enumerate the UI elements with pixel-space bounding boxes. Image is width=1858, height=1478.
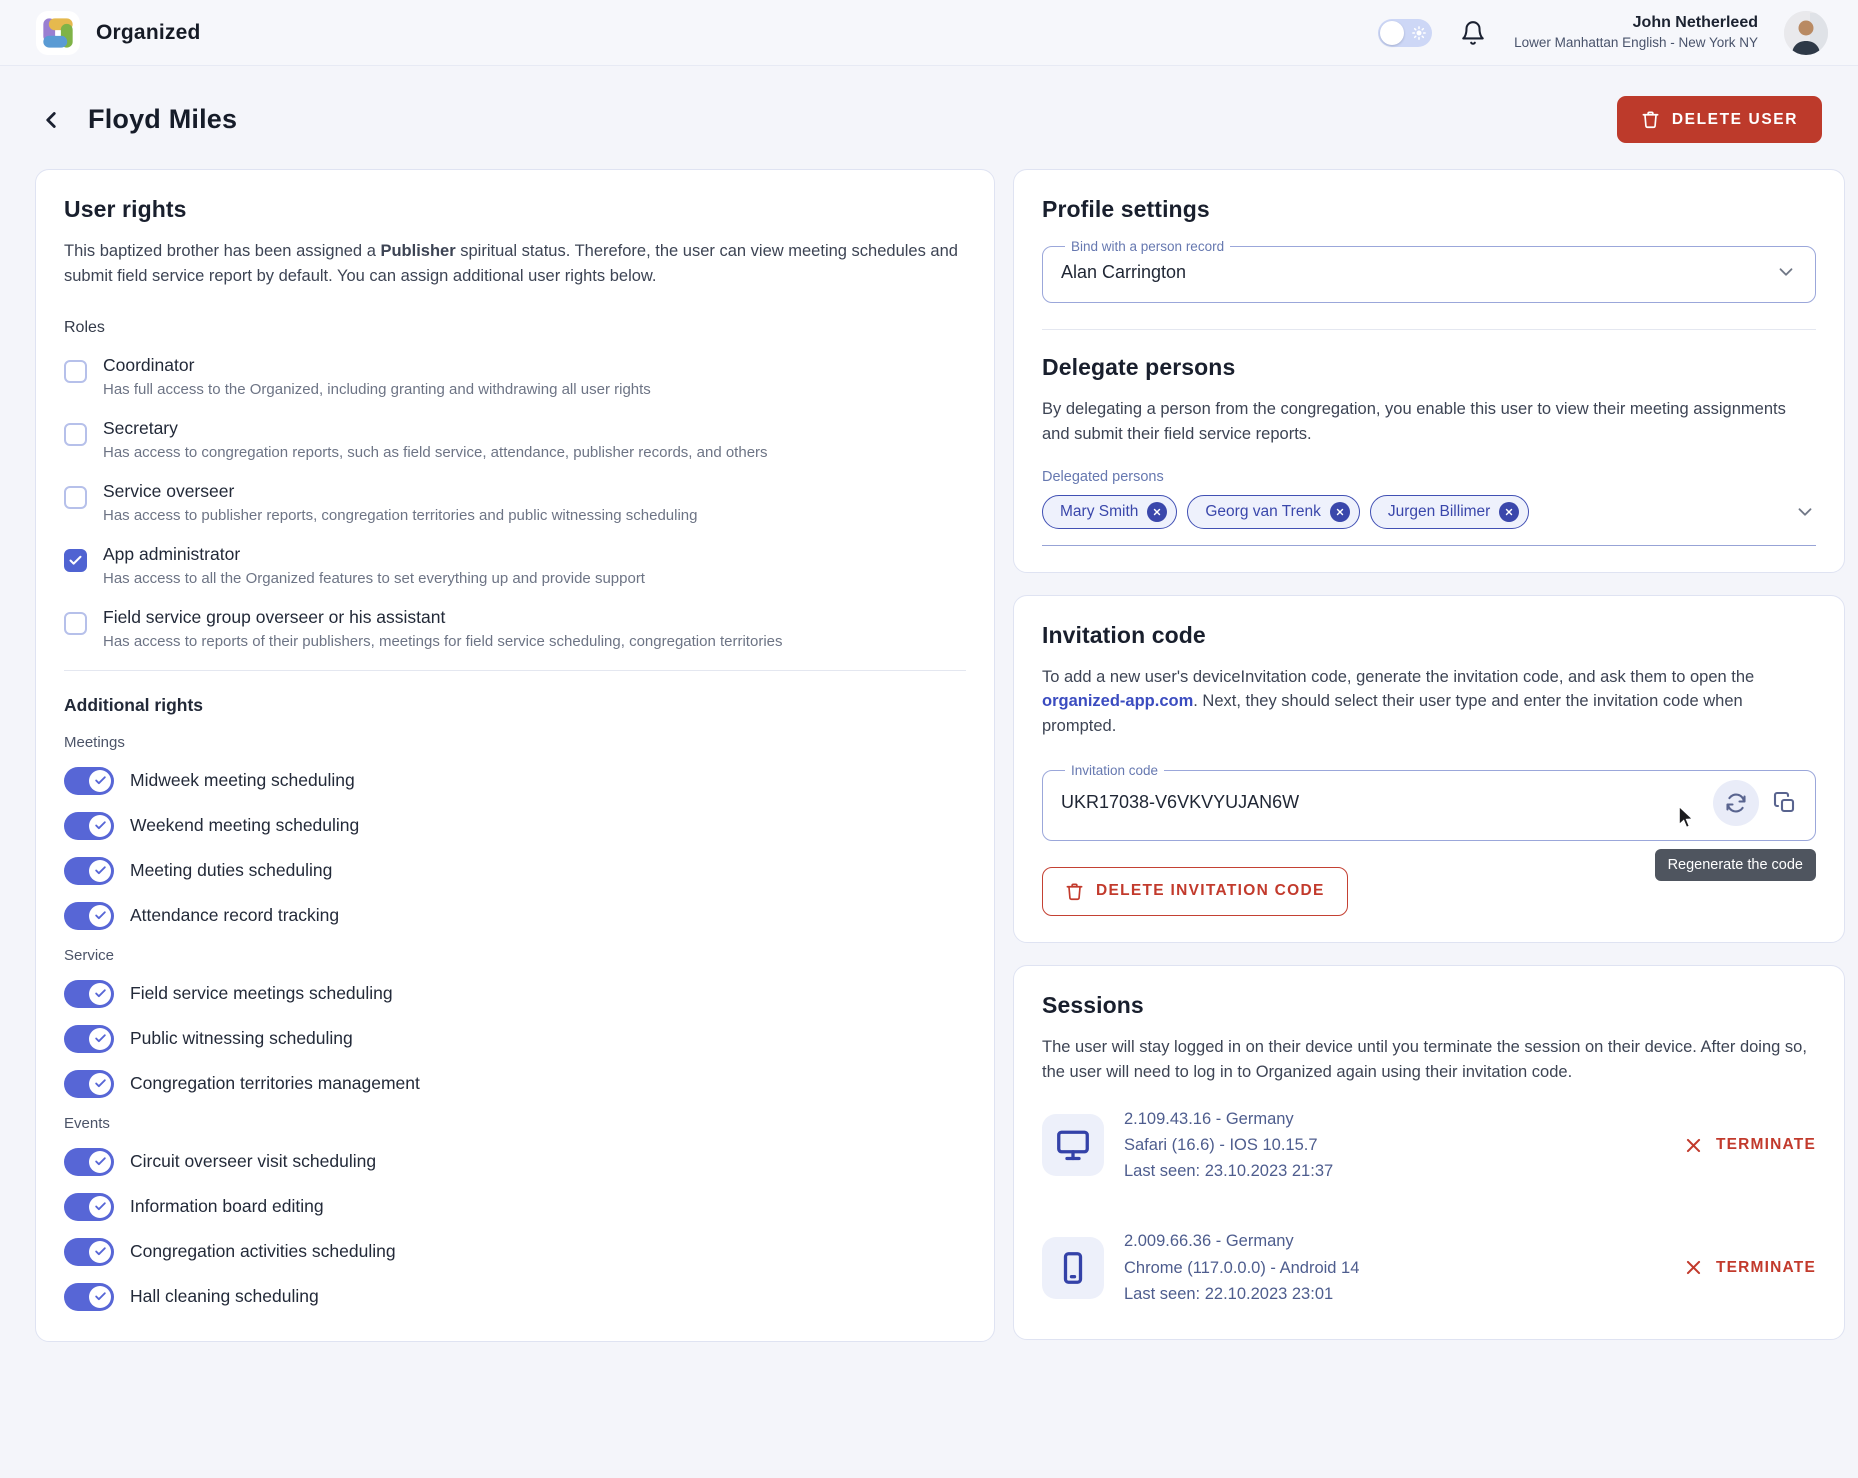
- sessions-title: Sessions: [1042, 991, 1144, 1018]
- remove-person-icon[interactable]: [1330, 502, 1350, 522]
- role-checkbox[interactable]: [64, 612, 87, 635]
- app-header: [0, 0, 1858, 66]
- toggle-check-icon: [89, 770, 111, 792]
- x-icon: [1684, 1258, 1703, 1277]
- bind-person-select[interactable]: [1042, 239, 1816, 303]
- role-name: Service overseer: [103, 480, 235, 501]
- delete-user-button[interactable]: [1617, 96, 1822, 143]
- terminate-session-button[interactable]: [1684, 1136, 1816, 1155]
- toggle-check-icon: [89, 860, 111, 882]
- right-toggle-row: [64, 1283, 966, 1311]
- right-toggle-row: [64, 1025, 966, 1053]
- sessions-text: The user will stay logged in on their device until you terminate the session on their device. After doing so, the user will need to log in to Organized again using their invitation code.: [1042, 1037, 1807, 1081]
- toggle-check-icon: [89, 815, 111, 837]
- chevron-down-icon[interactable]: [1794, 501, 1816, 523]
- terminate-label: TERMINATE: [1715, 1136, 1816, 1154]
- delete-invitation-code-label: DELETE INVITATION CODE: [1096, 882, 1325, 900]
- session-row: [1042, 1084, 1816, 1206]
- bind-person-value: Alan Carrington: [1061, 261, 1187, 282]
- right-toggle-row: [64, 812, 966, 840]
- right-toggle-row: [64, 1193, 966, 1221]
- user-rights-card: [35, 169, 995, 1342]
- chevron-down-icon[interactable]: [1775, 261, 1797, 283]
- role-description: Has access to reports of their publishers, meetings for field service scheduling, congregation territories: [103, 632, 783, 650]
- right-toggle-row: [64, 767, 966, 795]
- toggle-switch-on[interactable]: [64, 1070, 114, 1098]
- invitation-code-value: UKR17038-V6VKVYUJAN6W: [1061, 792, 1300, 813]
- toggle-check-icon: [89, 1196, 111, 1218]
- delete-invitation-code-button[interactable]: [1042, 867, 1348, 916]
- role-row: [64, 418, 966, 463]
- invitation-code-title: Invitation code: [1042, 621, 1206, 648]
- session-browser-os: Safari (16.6) - IOS 10.15.7: [1124, 1136, 1318, 1155]
- regenerate-icon: [1724, 791, 1748, 815]
- toggle-switch-on[interactable]: [64, 767, 114, 795]
- toggle-switch-on[interactable]: [64, 1238, 114, 1266]
- delegate-persons-title: Delegate persons: [1042, 354, 1236, 380]
- delegated-person-chip[interactable]: [1042, 495, 1177, 529]
- role-name: Coordinator: [103, 354, 195, 375]
- page-title: Floyd Miles: [88, 104, 238, 134]
- notifications-button[interactable]: [1458, 18, 1488, 48]
- organized-app-link[interactable]: organized-app.com: [1042, 692, 1194, 711]
- toggle-label: Congregation territories management: [130, 1073, 420, 1093]
- bind-person-label: Bind with a person record: [1071, 239, 1225, 254]
- delegate-persons-text: By delegating a person from the congregation, you enable this user to view their meeting assignments and submit their field service reports.: [1042, 400, 1786, 443]
- toggle-label: Field service meetings scheduling: [130, 983, 393, 1003]
- right-toggle-row: [64, 980, 966, 1008]
- toggle-switch-on[interactable]: [64, 980, 114, 1008]
- role-row: [64, 544, 966, 589]
- role-description: Has access to publisher reports, congregation territories and public witnessing scheduling: [103, 506, 698, 524]
- session-browser-os: Chrome (117.0.0.0) - Android 14: [1124, 1258, 1360, 1277]
- toggle-label: Midweek meeting scheduling: [130, 770, 355, 790]
- regenerate-tooltip: Regenerate the code: [1655, 849, 1816, 881]
- toggle-check-icon: [89, 1286, 111, 1308]
- toggle-check-icon: [89, 905, 111, 927]
- right-toggle-row: [64, 857, 966, 885]
- invitation-code-field[interactable]: [1042, 763, 1816, 841]
- role-name: Secretary: [103, 417, 178, 438]
- mobile-device-icon: [1042, 1237, 1104, 1299]
- sun-icon: [1412, 26, 1426, 40]
- roles-label: Roles: [64, 318, 105, 336]
- trash-icon: [1641, 110, 1660, 129]
- toggle-switch-on[interactable]: [64, 902, 114, 930]
- title-row: [0, 66, 1858, 169]
- right-toggle-row: [64, 1070, 966, 1098]
- role-row: [64, 355, 966, 400]
- additional-rights-label: Additional rights: [64, 694, 204, 715]
- session-last-seen: Last seen: 23.10.2023 21:37: [1124, 1162, 1334, 1181]
- session-row: [1042, 1206, 1816, 1312]
- terminate-label: TERMINATE: [1715, 1258, 1816, 1276]
- toggle-label: Circuit overseer visit scheduling: [130, 1151, 377, 1171]
- app-title: Organized: [96, 20, 201, 44]
- mouse-cursor-icon: [1674, 805, 1698, 831]
- desktop-device-icon: [1042, 1114, 1104, 1176]
- bell-icon: [1460, 20, 1486, 46]
- remove-person-icon[interactable]: [1499, 502, 1519, 522]
- chip-label: Georg van Trenk: [1205, 502, 1321, 520]
- role-checkbox[interactable]: [64, 423, 87, 446]
- user-rights-title: User rights: [64, 196, 187, 222]
- avatar[interactable]: [1784, 11, 1828, 55]
- brand: [36, 11, 200, 55]
- invitation-code-field-wrap: [1042, 762, 1816, 873]
- toggle-switch-on[interactable]: [64, 1148, 114, 1176]
- invitation-code-text: To add a new user's deviceInvitation code, generate the invitation code, and ask them to open the organized-app.com. Next, they should select their user type and enter the invitation code when prompted.: [1042, 667, 1755, 735]
- rights-group-label: Meetings: [64, 733, 125, 751]
- user-rights-intro: This baptized brother has been assigned a Publisher spiritual status. Therefore, the user can view meeting schedules and submit field service report by default. You can assign additional user rights below.: [64, 242, 958, 285]
- rights-group-label: Service: [64, 946, 115, 964]
- trash-icon: [1065, 882, 1084, 901]
- profile-settings-card: [1013, 169, 1845, 573]
- toggle-switch-on[interactable]: [64, 1283, 114, 1311]
- toggle-switch-on[interactable]: [64, 812, 114, 840]
- toggle-label: Hall cleaning scheduling: [130, 1286, 319, 1306]
- chip-label: Mary Smith: [1060, 502, 1139, 520]
- session-ip-location: 2.009.66.36 - Germany: [1124, 1232, 1294, 1251]
- toggle-check-icon: [89, 1151, 111, 1173]
- delete-user-label: DELETE USER: [1671, 110, 1798, 128]
- toggle-label: Weekend meeting scheduling: [130, 815, 360, 835]
- header-user-congregation: Lower Manhattan English - New York NY: [1514, 35, 1758, 51]
- role-name: Field service group overseer or his assistant: [103, 606, 446, 627]
- role-checkbox-checked[interactable]: [64, 549, 87, 572]
- theme-toggle-knob: [1380, 21, 1404, 45]
- delegated-persons-input[interactable]: [1042, 495, 1816, 546]
- right-toggle-row: [64, 1148, 966, 1176]
- right-toggle-row: [64, 902, 966, 930]
- right-toggle-row: [64, 1238, 966, 1266]
- role-checkbox[interactable]: [64, 486, 87, 509]
- toggle-label: Meeting duties scheduling: [130, 860, 333, 880]
- toggle-switch-on[interactable]: [64, 1025, 114, 1053]
- spiritual-status: Publisher: [380, 242, 456, 260]
- toggle-check-icon: [89, 1241, 111, 1263]
- delegated-person-chip[interactable]: [1370, 495, 1530, 529]
- delegated-persons-label: Delegated persons: [1042, 468, 1164, 485]
- role-checkbox[interactable]: [64, 360, 87, 383]
- sessions-card: [1013, 965, 1845, 1340]
- toggle-switch-on[interactable]: [64, 1193, 114, 1221]
- toggle-check-icon: [89, 983, 111, 1005]
- remove-person-icon[interactable]: [1147, 502, 1167, 522]
- divider: [1042, 329, 1816, 330]
- rights-group-label: Events: [64, 1114, 110, 1132]
- session-last-seen: Last seen: 22.10.2023 23:01: [1124, 1284, 1334, 1303]
- copy-code-button[interactable]: [1773, 791, 1797, 815]
- toggle-check-icon: [89, 1073, 111, 1095]
- app-logo-icon: [36, 11, 80, 55]
- toggle-label: Information board editing: [130, 1196, 324, 1216]
- delegated-person-chip[interactable]: [1187, 495, 1359, 529]
- regenerate-code-button[interactable]: [1713, 780, 1759, 826]
- chip-label: Jurgen Billimer: [1387, 502, 1491, 520]
- invitation-code-field-label: Invitation code: [1071, 762, 1159, 778]
- role-row: [64, 481, 966, 526]
- role-description: Has access to congregation reports, such as field service, attendance, publisher records, and others: [103, 443, 768, 461]
- session-ip-location: 2.109.43.16 - Germany: [1124, 1110, 1294, 1129]
- invitation-code-card: [1013, 595, 1845, 943]
- toggle-switch-on[interactable]: [64, 857, 114, 885]
- user-block: [1514, 13, 1758, 51]
- toggle-label: Congregation activities scheduling: [130, 1241, 396, 1261]
- role-row: [64, 607, 966, 652]
- back-button[interactable]: [36, 105, 66, 135]
- role-name: App administrator: [103, 543, 241, 564]
- theme-toggle[interactable]: [1378, 19, 1432, 47]
- divider: [64, 670, 966, 671]
- toggle-label: Attendance record tracking: [130, 905, 340, 925]
- copy-icon: [1773, 791, 1797, 815]
- toggle-label: Public witnessing scheduling: [130, 1028, 353, 1048]
- toggle-check-icon: [89, 1028, 111, 1050]
- role-description: Has full access to the Organized, including granting and withdrawing all user rights: [103, 380, 651, 398]
- profile-settings-title: Profile settings: [1042, 196, 1210, 222]
- x-icon: [1684, 1136, 1703, 1155]
- header-user-name: John Netherleed: [1632, 14, 1758, 32]
- terminate-session-button[interactable]: [1684, 1258, 1816, 1277]
- chevron-left-icon: [38, 107, 64, 133]
- role-description: Has access to all the Organized features to set everything up and provide support: [103, 569, 645, 587]
